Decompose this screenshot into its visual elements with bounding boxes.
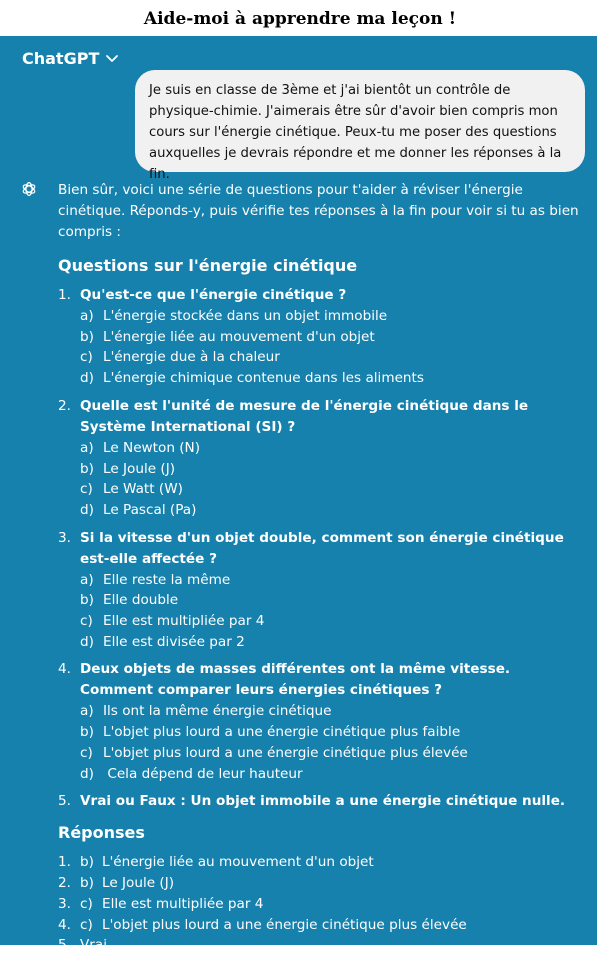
option-text: Cela dépend de leur hauteur [103,765,303,782]
option-letter: d) [80,633,94,650]
answer-option [80,590,580,611]
answer-number: 5. [58,937,71,954]
assistant-content [58,180,580,956]
option-letter: b) [80,592,94,609]
option-letter: c) [80,613,93,630]
answer-option [80,500,580,521]
openai-logo-icon [20,180,38,198]
option-text: Le Watt (W) [103,481,183,498]
option-text: L'énergie chimique contenue dans les aliments [103,370,424,387]
answer-item [58,852,580,873]
option-letter: d) [80,765,94,782]
question-item [58,659,580,784]
model-switcher-button[interactable] [22,49,119,68]
option-text: L'énergie due à la chaleur [103,349,280,366]
option-letter: a) [80,308,94,324]
answer-letter: b) [80,854,94,871]
question-text: Quelle est l'unité de mesure de l'énergie cinétique dans le Système International (SI) ? [80,397,529,435]
answer-text: L'objet plus lourd a une énergie cinétique plus élevée [102,916,467,933]
question-item [58,528,580,653]
answer-option [80,327,580,348]
option-text: L'énergie liée au mouvement d'un objet [103,328,375,345]
answer-option [80,347,580,368]
answer-item [58,935,580,956]
question-number: 3. [58,529,71,546]
question-number: 5. [58,793,71,810]
question-text: Qu'est-ce que l'énergie cinétique ? [80,287,347,303]
answer-option [80,764,580,785]
answer-option [80,459,580,480]
app-name: ChatGPT [22,49,100,68]
question-number: 1. [58,287,71,303]
option-letter: d) [80,501,94,518]
answer-item [58,894,580,915]
answer-option [80,306,580,327]
question-number: 2. [58,397,71,414]
option-text: Elle est multipliée par 4 [103,613,265,630]
question-number: 4. [58,661,71,678]
answers-list [58,852,580,956]
page-title: Aide-moi à apprendre ma leçon ! [143,9,457,29]
answer-number: 4. [58,916,71,933]
question-text: Deux objets de masses différentes ont la même vitesse. Comment comparer leurs énergies cinétiques ? [80,661,511,699]
option-text: Ils ont la même énergie cinétique [103,703,332,720]
answer-option [80,570,580,591]
answer-option [80,368,580,389]
option-text: L'objet plus lourd a une énergie cinétique plus élevée [103,744,468,761]
answers-title: Réponses [58,823,145,843]
answer-option [80,632,580,653]
user-message: Je suis en classe de 3ème et j'ai bientôt un contrôle de physique-chimie. J'aimerais être sûr d'avoir bien compris mon cours sur l'énergie cinétique. Peux-tu me poser des questions auxquelles je devrais répondre et me donner les réponses à la fin. [135,70,585,172]
option-letter: c) [80,349,93,366]
answer-option [80,701,580,722]
option-text: Elle double [103,592,179,609]
question-item [58,396,580,521]
option-letter: b) [80,328,94,345]
option-letter: a) [80,571,94,588]
questions-title: Questions sur l'énergie cinétique [58,256,358,275]
question-item [58,791,580,812]
assistant-intro: Bien sûr, voici une série de questions pour t'aider à réviser l'énergie cinétique. Réponds-y, puis vérifie tes réponses à la fin pour voir si tu as bien compris : [58,182,579,240]
questions-list [58,285,580,812]
answer-item [58,873,580,894]
answer-text: Elle est multipliée par 4 [102,895,264,912]
option-text: Le Pascal (Pa) [103,501,197,518]
answer-option [80,611,580,632]
option-letter: c) [80,481,93,498]
answer-option [80,479,580,500]
answer-number: 3. [58,895,71,912]
answer-text: Le Joule (J) [102,875,175,892]
answer-letter: c) [80,916,93,933]
option-text: Le Newton (N) [103,439,201,456]
option-text: L'objet plus lourd a une énergie cinétique plus faible [103,724,461,741]
answer-number: 1. [58,854,71,871]
answer-letter: b) [80,875,94,892]
option-text: L'énergie stockée dans un objet immobile [103,308,388,324]
option-letter: c) [80,744,93,761]
answer-option [80,743,580,764]
option-text: Le Joule (J) [103,460,176,477]
answer-number: 2. [58,875,71,892]
chevron-down-icon [105,54,119,64]
option-letter: b) [80,724,94,741]
answer-letter: c) [80,895,93,912]
question-text: Vrai ou Faux : Un objet immobile a une énergie cinétique nulle. [80,793,566,810]
question-item [58,285,580,389]
question-text: Si la vitesse d'un objet double, comment son énergie cinétique est-elle affectée ? [80,529,564,567]
option-letter: a) [80,439,94,456]
option-text: Elle est divisée par 2 [103,633,245,650]
option-letter: a) [80,703,94,720]
answer-option [80,438,580,459]
option-text: Elle reste la même [103,571,231,588]
option-letter: b) [80,460,94,477]
answer-text: Vrai [80,937,107,954]
option-letter: d) [80,370,94,387]
answer-text: L'énergie liée au mouvement d'un objet [102,854,374,871]
answer-item [58,915,580,936]
answer-option [80,722,580,743]
